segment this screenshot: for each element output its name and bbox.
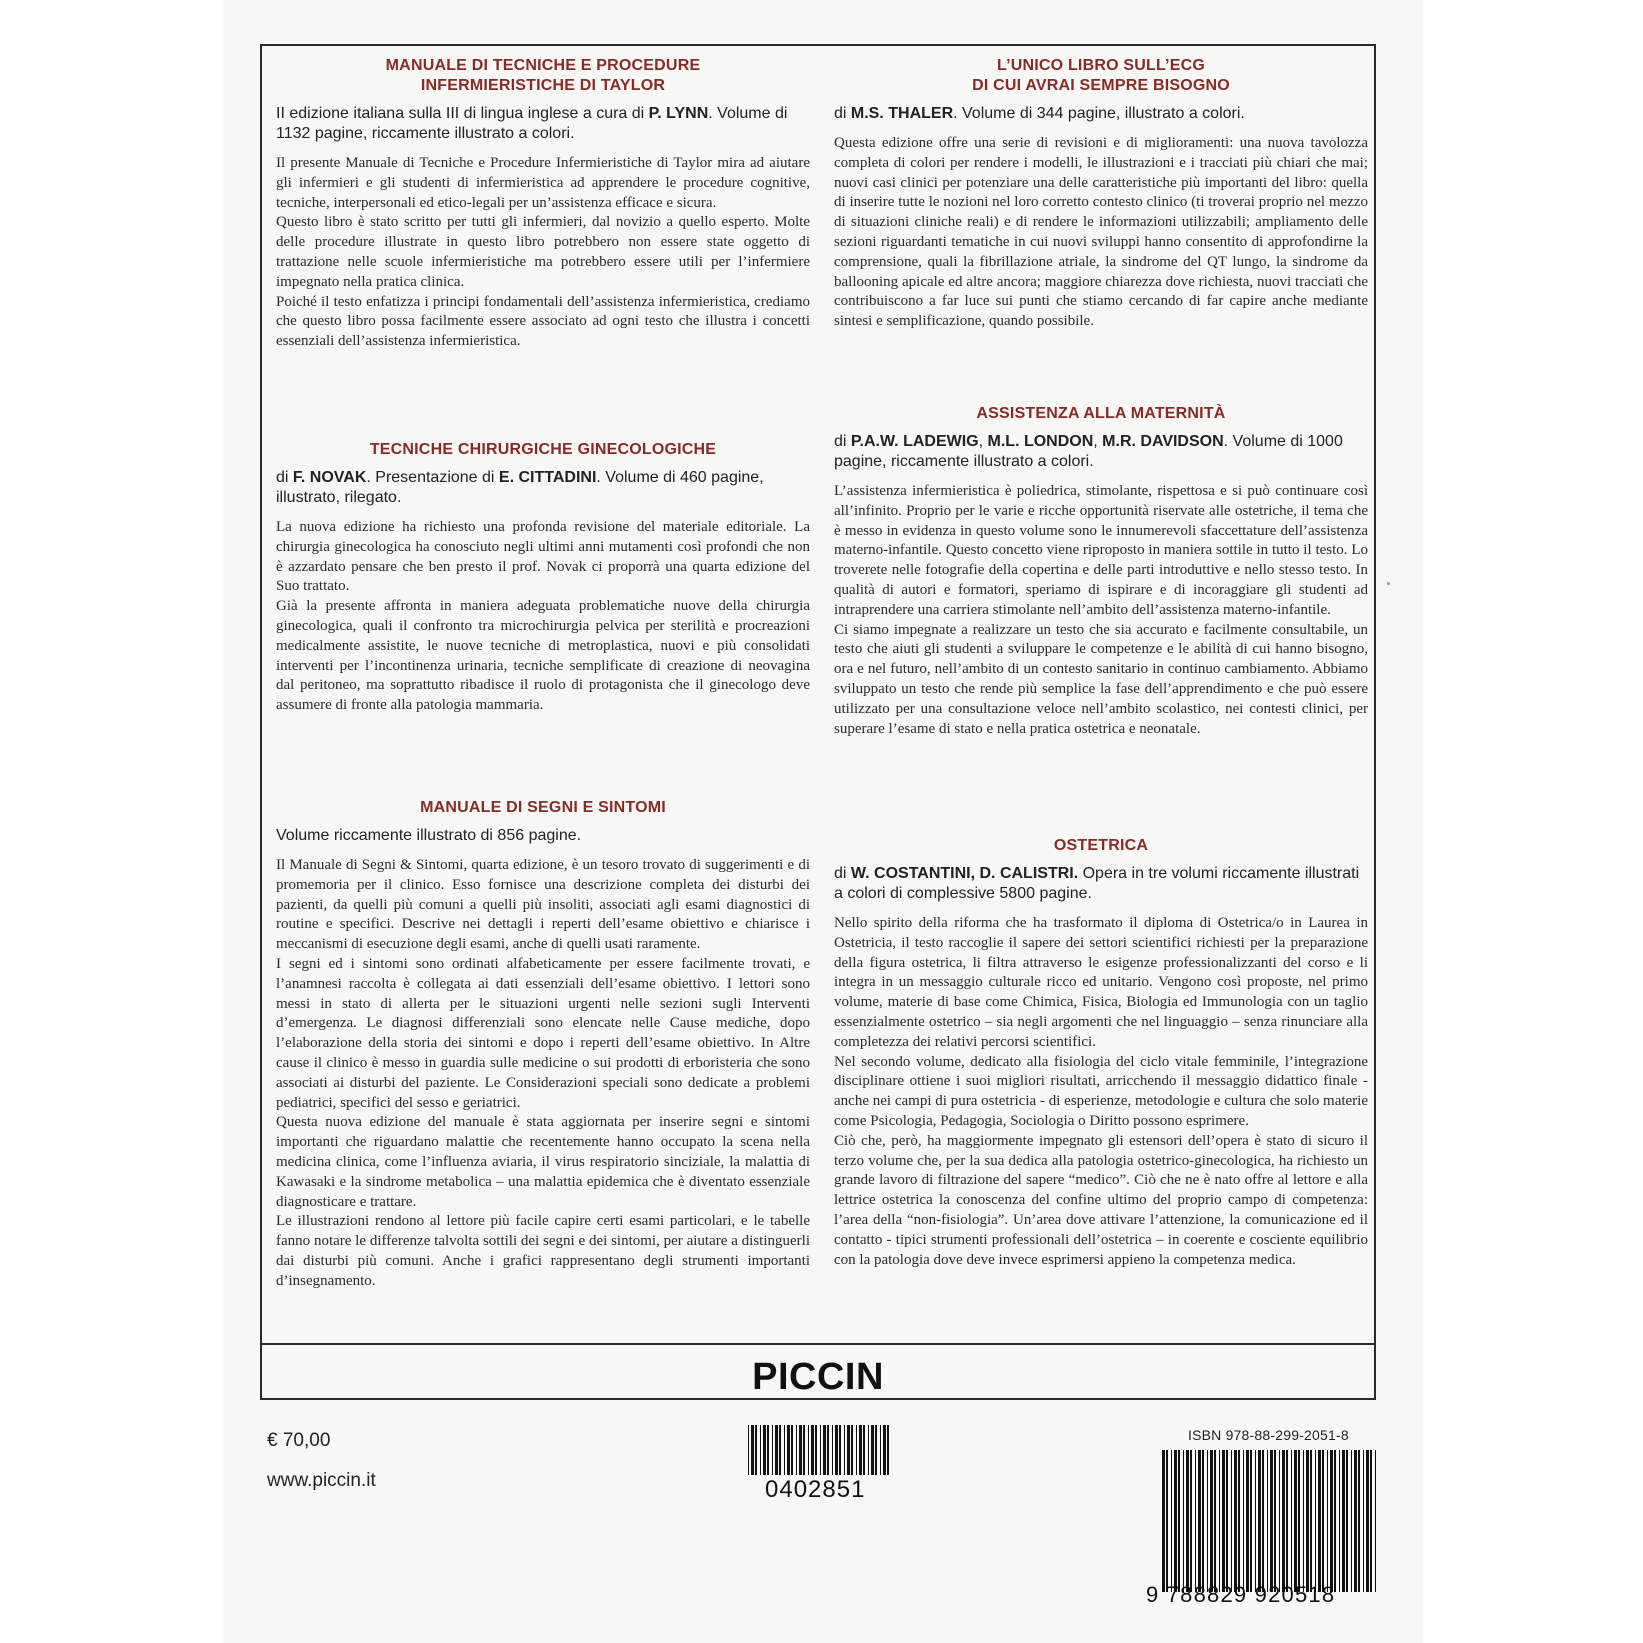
barcode-bar [763,1425,766,1475]
meta-text: , [1093,433,1103,450]
barcode-bar [1255,1450,1256,1592]
description-paragraph: Poiché il testo enfatizza i principi fondamentali dell’assistenza infermieristica, crediamo che questo libro possa facilmente essere associato ad ogni testo che illustra i concetti essenziali dell’assistenza infermieristica. [276,293,810,350]
description-paragraph: Già la presente affronta in maniera adeguata problematiche nuove della chirurgia ginecologica, quali il confronto tra microchirurgia pelvica per sterilità e procreazioni medicalmente assistite, le nuove tecniche di metroplastica, nuovi e più consolidati interventi per l’incontinenza urinaria, tecniche semplificate di creazione di neovagina dal peritoneo, ma soprattutto ribadisce il ruolo di protagonista che il ginecologo deve assumere di fronte alla patologia mammaria. [276,598,810,714]
barcode-bar [1195,1450,1196,1592]
barcode-bar [784,1425,785,1475]
website-url: www.piccin.it [267,1470,376,1491]
isbn-digits: 9 788829 920518 [1146,1582,1336,1607]
barcode-bar [1330,1450,1333,1592]
barcode-bar [1214,1450,1216,1592]
barcode-bar [1250,1450,1252,1592]
barcode-bar [1375,1450,1376,1592]
meta-text: di [276,469,293,486]
internal-code: 0402851 [765,1476,866,1503]
barcode-bar [1243,1450,1244,1592]
description-paragraph: Il Manuale di Segni & Sintomi, quarta edizione, è un tesoro trovato di suggerimenti e di promemoria per il clinico. Esso fornisce una descrizione completa dei disturbi dei pazienti, da quelli più comuni a quelli più insoliti, associati agli esami diagnostici di routine e specifici. Descrive nei dettagli i reperti dell’esame obiettivo e chiarisce i meccanismi di esecuzione degli esami, anche di quelli usati raramente. [276,857,810,953]
barcode-bar [815,1425,817,1475]
barcode-bar [1346,1450,1348,1592]
author-name: M.L. LONDON [987,433,1094,450]
barcode-bar [1370,1450,1372,1592]
barcode-bar [1171,1450,1172,1592]
description-paragraph: Questa edizione offre una serie di revisioni e di miglioramenti: una nuova tavolozza completa di colori per rendere i modelli, le illustrazioni e i tracciati più chiari che mai; nuovi casi clinici per potenziare una delle caratteristiche più importanti del libro: quella di inserire tutte le nozioni nel loro corretto contesto clinico (ti troverai proprio nel mezzo di situazioni cliniche reali) e di rendere le informazioni utilizzabili; ampliamento delle sezioni riguardanti tematiche in cui nuovi sviluppi hanno consentito di approfondirne la comprensione, quali la fibrillazione atriale, la sindrome del QT lungo, la sindrome da ballooning apicale ed altre ancora; maggiore chiarezza dove richiesta, nuovi tracciati che contribuiscono a far luce sui punti che stiamo cercando di far capire anche mediante sintesi e semplificazione, quando possibile. [834,135,1368,330]
book-description [276,518,810,716]
barcode-bar [1174,1450,1177,1592]
book-description [276,856,810,1292]
barcode-bar [1246,1450,1249,1592]
barcode-bar [844,1425,845,1475]
barcode-bar [1282,1450,1285,1592]
barcode-bar [803,1425,805,1475]
book-entry-maternita [834,404,1368,739]
description-paragraph: Nello spirito della riforma che ha trasformato il diploma di Ostetrica/o in Laurea in Ostetricia, il testo raccoglie il sapere dei settori scientifici richiesti per la preparazione della figura ostetrica, li filtra attraverso le esigenze professionalizzanti del corso e li integra in un messaggio culturale ricco ed unitario. Vengono così proposte, nel primo volume, materie di base come Chimica, Fisica, Biologia ed Immunologia con un taglio essenzialmente ostetrico – sia negli argomenti che nel linguaggio – senza rinunciare alla completezza dei relativi percorsi scientifici. [834,915,1368,1050]
barcode-bar [880,1425,881,1475]
barcode-bar [1339,1450,1340,1592]
meta-text: di [834,433,851,450]
barcode-bar [1334,1450,1336,1592]
barcode-bar [863,1425,865,1475]
barcode-bar [875,1425,877,1475]
book-meta [276,468,810,508]
barcode-bar [851,1425,853,1475]
book-meta [834,432,1368,472]
barcode-bar [1279,1450,1280,1592]
barcode-bar [1190,1450,1192,1592]
barcode-bar [1219,1450,1220,1592]
price: € 70,00 [267,1430,331,1451]
description-paragraph: La nuova edizione ha richiesto una profonda revisione del materiale editoriale. La chirurgia ginecologica ha conosciuto negli ultimi anni mutamenti così profondi che non è azzardato pensare che ben presto il prof. Novak ci proporrà una quarta edizione del Suo trattato. [276,519,810,595]
book-entry-ostetrica [834,836,1368,1270]
barcode-bar [1291,1450,1292,1592]
meta-text: di [834,865,851,882]
meta-text: . Volume di 1132 pagine, riccamente illustrato a colori. [276,105,788,142]
barcode-bar [767,1425,769,1475]
barcode-bar [1231,1450,1232,1592]
barcode-bar [808,1425,809,1475]
description-paragraph: Le illustrazioni rendono al lettore più facile capire certi esami particolari, e le tabelle fanno notare le differenze talvolta sottili dei segni e dei sintomi, per aiutare a distinguerli dai disturbi più comuni. Anche i grafici rappresentano degli strumenti importanti d’insegnamento. [276,1213,810,1289]
meta-text: . Volume di 1000 pagine, riccamente illustrato a colori. [834,433,1343,470]
book-title: TECNICHE CHIRURGICHE GINECOLOGICHE [369,441,717,458]
barcode-bar [871,1425,874,1475]
description-paragraph: Questa nuova edizione del manuale è stata aggiornata per inserire segni e sintomi importanti che riguardano malattie che recentemente hanno occupato la scena nella medicina clinica, come l’influenza aviaria, il virus respiratorio sinciziale, la malattia di Kawasaki e la sindrome metabolica – una malattia epidemica che è diventato essenziale diagnosticare e trattare. [276,1114,810,1210]
barcode-bar [1294,1450,1297,1592]
barcode-bar [779,1425,781,1475]
barcode-bar [1366,1450,1369,1592]
barcode-bar [868,1425,869,1475]
catalog-frame [260,44,1376,1400]
book-description [834,482,1368,739]
barcode-bar [760,1425,761,1475]
description-paragraph: Questo libro è stato scritto per tutti gli infermieri, dal novizio a quello esperto. Molte delle procedure illustrate in questo libro potrebbero non essere state oggetto di trattazione nelle scuole infermieristiche ma potrebbero essere utili per l’infermiere impegnato nella pratica clinica. [276,214,810,290]
barcode-bar [1354,1450,1357,1592]
author-name: E. CITTADINI [498,469,597,486]
barcode-bar [1234,1450,1237,1592]
author-name: P. LYNN [648,105,709,122]
barcode-bar [827,1425,829,1475]
book-title: L’UNICO LIBRO SULL’ECG DI CUI AVRAI SEMPRE BISOGNO [972,57,1230,94]
book-description [834,914,1368,1270]
book-title: MANUALE DI SEGNI E SINTOMI [420,799,666,816]
meta-text: di [834,105,851,122]
barcode-bar [1363,1450,1364,1592]
paper-speck [1387,582,1390,585]
barcode-bar [755,1425,757,1475]
meta-text: Volume riccamente illustrato di 856 pagine. [276,827,582,844]
barcode-bar [1186,1450,1189,1592]
barcode-bar [1315,1450,1316,1592]
book-description [834,134,1368,332]
barcode-bar [811,1425,814,1475]
book-description [276,154,810,352]
barcode-bar [1267,1450,1268,1592]
description-paragraph: L’assistenza infermieristica è poliedrica, stimolante, rispettosa e si può continuare così all’infinito. Proprio per le varie e ricche opportunità riservate alle ostetriche, il tema che è messo in evidenza in questo volume sono le innumerevoli sfaccettature dell’assistenza materno-infantile. Questo concetto viene riproposto in maniera sottile in tutto il testo. Lo troverete nelle fotografie della copertina e delle parti introduttive e nello stesso testo. In qualità di autori e formatori, speriamo di ispirare e di incoraggiare gli studenti ad intraprendere una carriera stimolante nell’ambito dell’assistenza materno-infantile. [834,483,1368,618]
barcode-bar [859,1425,862,1475]
barcode-bar [1183,1450,1184,1592]
barcode-bar [839,1425,841,1475]
barcode-bar [1210,1450,1213,1592]
book-meta [276,104,810,144]
book-entry-segni-sintomi [276,798,810,1292]
barcode-bar [1270,1450,1273,1592]
meta-text: , [978,433,988,450]
barcode-bar [1226,1450,1228,1592]
barcode-bar [791,1425,793,1475]
barcode-bar [1306,1450,1309,1592]
book-meta [276,826,810,846]
author-name: P.A.W. LADEWIG [850,433,979,450]
barcode-bar [1178,1450,1180,1592]
book-title: MANUALE DI TECNICHE E PROCEDURE INFERMIERISTICHE DI TAYLOR [385,57,701,94]
barcode-bar [883,1425,886,1475]
meta-text: . Volume di 460 pagine, illustrato, rilegato. [276,469,764,506]
barcode-bar [1351,1450,1352,1592]
author-name: M.R. DAVIDSON [1102,433,1224,450]
barcode-bar [1274,1450,1276,1592]
barcode-bar [1166,1450,1168,1592]
barcode-bar [772,1425,773,1475]
barcode-bar [799,1425,802,1475]
book-entry-novak [276,440,810,716]
frame-divider [262,1343,1374,1345]
barcode-bar [835,1425,838,1475]
description-paragraph: Nel secondo volume, dedicato alla fisiologia del ciclo vitale femminile, l’integrazione disciplinare ottiene i suoi migliori risultati, arricchendo il messaggio didattico finale - anche nei campi di pura ostetricia - di esperienze, metodologie e cultura che solo materie come Psicologia, Pedagogia, Sociologia o Diritto possono esprimere. [834,1053,1368,1129]
barcode-bar [847,1425,850,1475]
barcode-bar [1202,1450,1204,1592]
barcode-bar [1222,1450,1225,1592]
barcode-bar [887,1425,889,1475]
barcode-bar [856,1425,857,1475]
barcode-bar [1262,1450,1264,1592]
barcode-bar [1258,1450,1261,1592]
book-meta [834,104,1368,124]
barcode-bar [820,1425,821,1475]
barcode-bar [1303,1450,1304,1592]
barcode-bar [1318,1450,1321,1592]
barcode-bar [748,1425,749,1475]
internal-barcode [748,1425,890,1475]
barcode-bar [1162,1450,1165,1592]
book-meta [834,864,1368,904]
barcode-bar [1298,1450,1300,1592]
meta-text: . Presentazione di [366,469,499,486]
barcode-bar [832,1425,833,1475]
barcode-bar [1238,1450,1240,1592]
description-paragraph: Ci siamo impegnate a realizzare un testo che sia accurato e facilmente consultabile, un testo che aiuti gli studenti a sviluppare le competenze e le abilità di cui hanno bisogno, ora e nel futuro, nell’ambito di un contesto sanitario in continuo cambiamento. Abbiamo sviluppato un testo che rende più semplice la fase dell’apprendimento e che può essere utilizzato per una consultazione veloce nell’ambito scolastico, nei contesti clinici, per superare l’esame di stato e nella pratica ostetrica e neonatale. [834,621,1368,737]
barcode-bar [1286,1450,1288,1592]
description-paragraph: Ciò che, però, ha maggiormente impegnato gli estensori dell’opera è stato di sicuro il terzo volume che, per la sua dedica alla patologia ostetrico-ginecologica, ha richiesto un grande lavoro di filtrazione del sapere “medico”. Ciò che ne è nato offre al lettore e alla lettrice ostetrica la conoscenza del confine ultimo del proprio campo di competenza: l’area della “non-fisiologia”. Un’area dove attivare l’attenzione, la comunicazione ed il contatto - tipici strumenti professionali dell’ostetrica – in coerente e cosciente equilibrio con la patologia dove deve invece esprimersi appieno la competenza medica. [834,1132,1368,1268]
book-entry-taylor [276,56,810,352]
isbn-barcode [1162,1450,1378,1592]
barcode-bar [823,1425,826,1475]
book-title: OSTETRICA [1053,837,1149,854]
barcode-bar [1310,1450,1312,1592]
author-name: F. NOVAK [292,469,367,486]
description-paragraph: I segni ed i sintomi sono ordinati alfabeticamente per essere facilmente trovati, e l’anamnesi raccolta è collegata ai dati essenziali dell’esame obiettivo. I lettori sono messi in stato di allerta per le situazioni urgenti nelle sezioni sugli Interventi d’emergenza. Le diagnosi differenziali sono elencate nelle Cause mediche, dopo l’elaborazione della storia dei sintomi e dopo i reperti dell’esame obiettivo. In Altre cause il clinico è messo in guardia sulle medicine o sui prodotti di erboristeria che sono associati ai disturbi del paziente. Le Considerazioni speciali sono dedicate a problemi pediatrici, specifici del sesso e geriatrici. [276,955,810,1111]
barcode-bar [775,1425,778,1475]
barcode-bar [796,1425,797,1475]
book-title: ASSISTENZA ALLA MATERNITÀ [976,405,1226,422]
meta-text: . Volume di 344 pagine, illustrato a colori. [953,105,1245,122]
barcode-bar [751,1425,754,1475]
book-entry-ecg [834,56,1368,332]
barcode-bar [1358,1450,1360,1592]
description-paragraph: Il presente Manuale di Tecniche e Procedure Infermieristiche di Taylor mira ad aiutare gli infermieri e gli studenti di infermieristica ad apprendere le procedure cognitive, tecniche, interpersonali ed etico-legali per un’assistenza efficace e sicura. [276,155,810,211]
meta-text: Opera in tre volumi riccamente illustrati a colori di complessive 5800 pagine. [834,865,1360,902]
isbn-label: ISBN 978-88-299-2051-8 [1188,1427,1349,1443]
barcode-bar [787,1425,790,1475]
barcode-bar [1327,1450,1328,1592]
barcode-bar [1322,1450,1324,1592]
barcode-bar [1207,1450,1208,1592]
author-name: M.S. THALER [850,105,954,122]
meta-text: II edizione italiana sulla III di lingua inglese a cura di [276,105,649,122]
barcode-bar [1198,1450,1201,1592]
author-name: W. COSTANTINI, D. CALISTRI. [850,865,1079,882]
barcode-bar [1342,1450,1345,1592]
publisher-logo: PICCIN [752,1356,884,1398]
